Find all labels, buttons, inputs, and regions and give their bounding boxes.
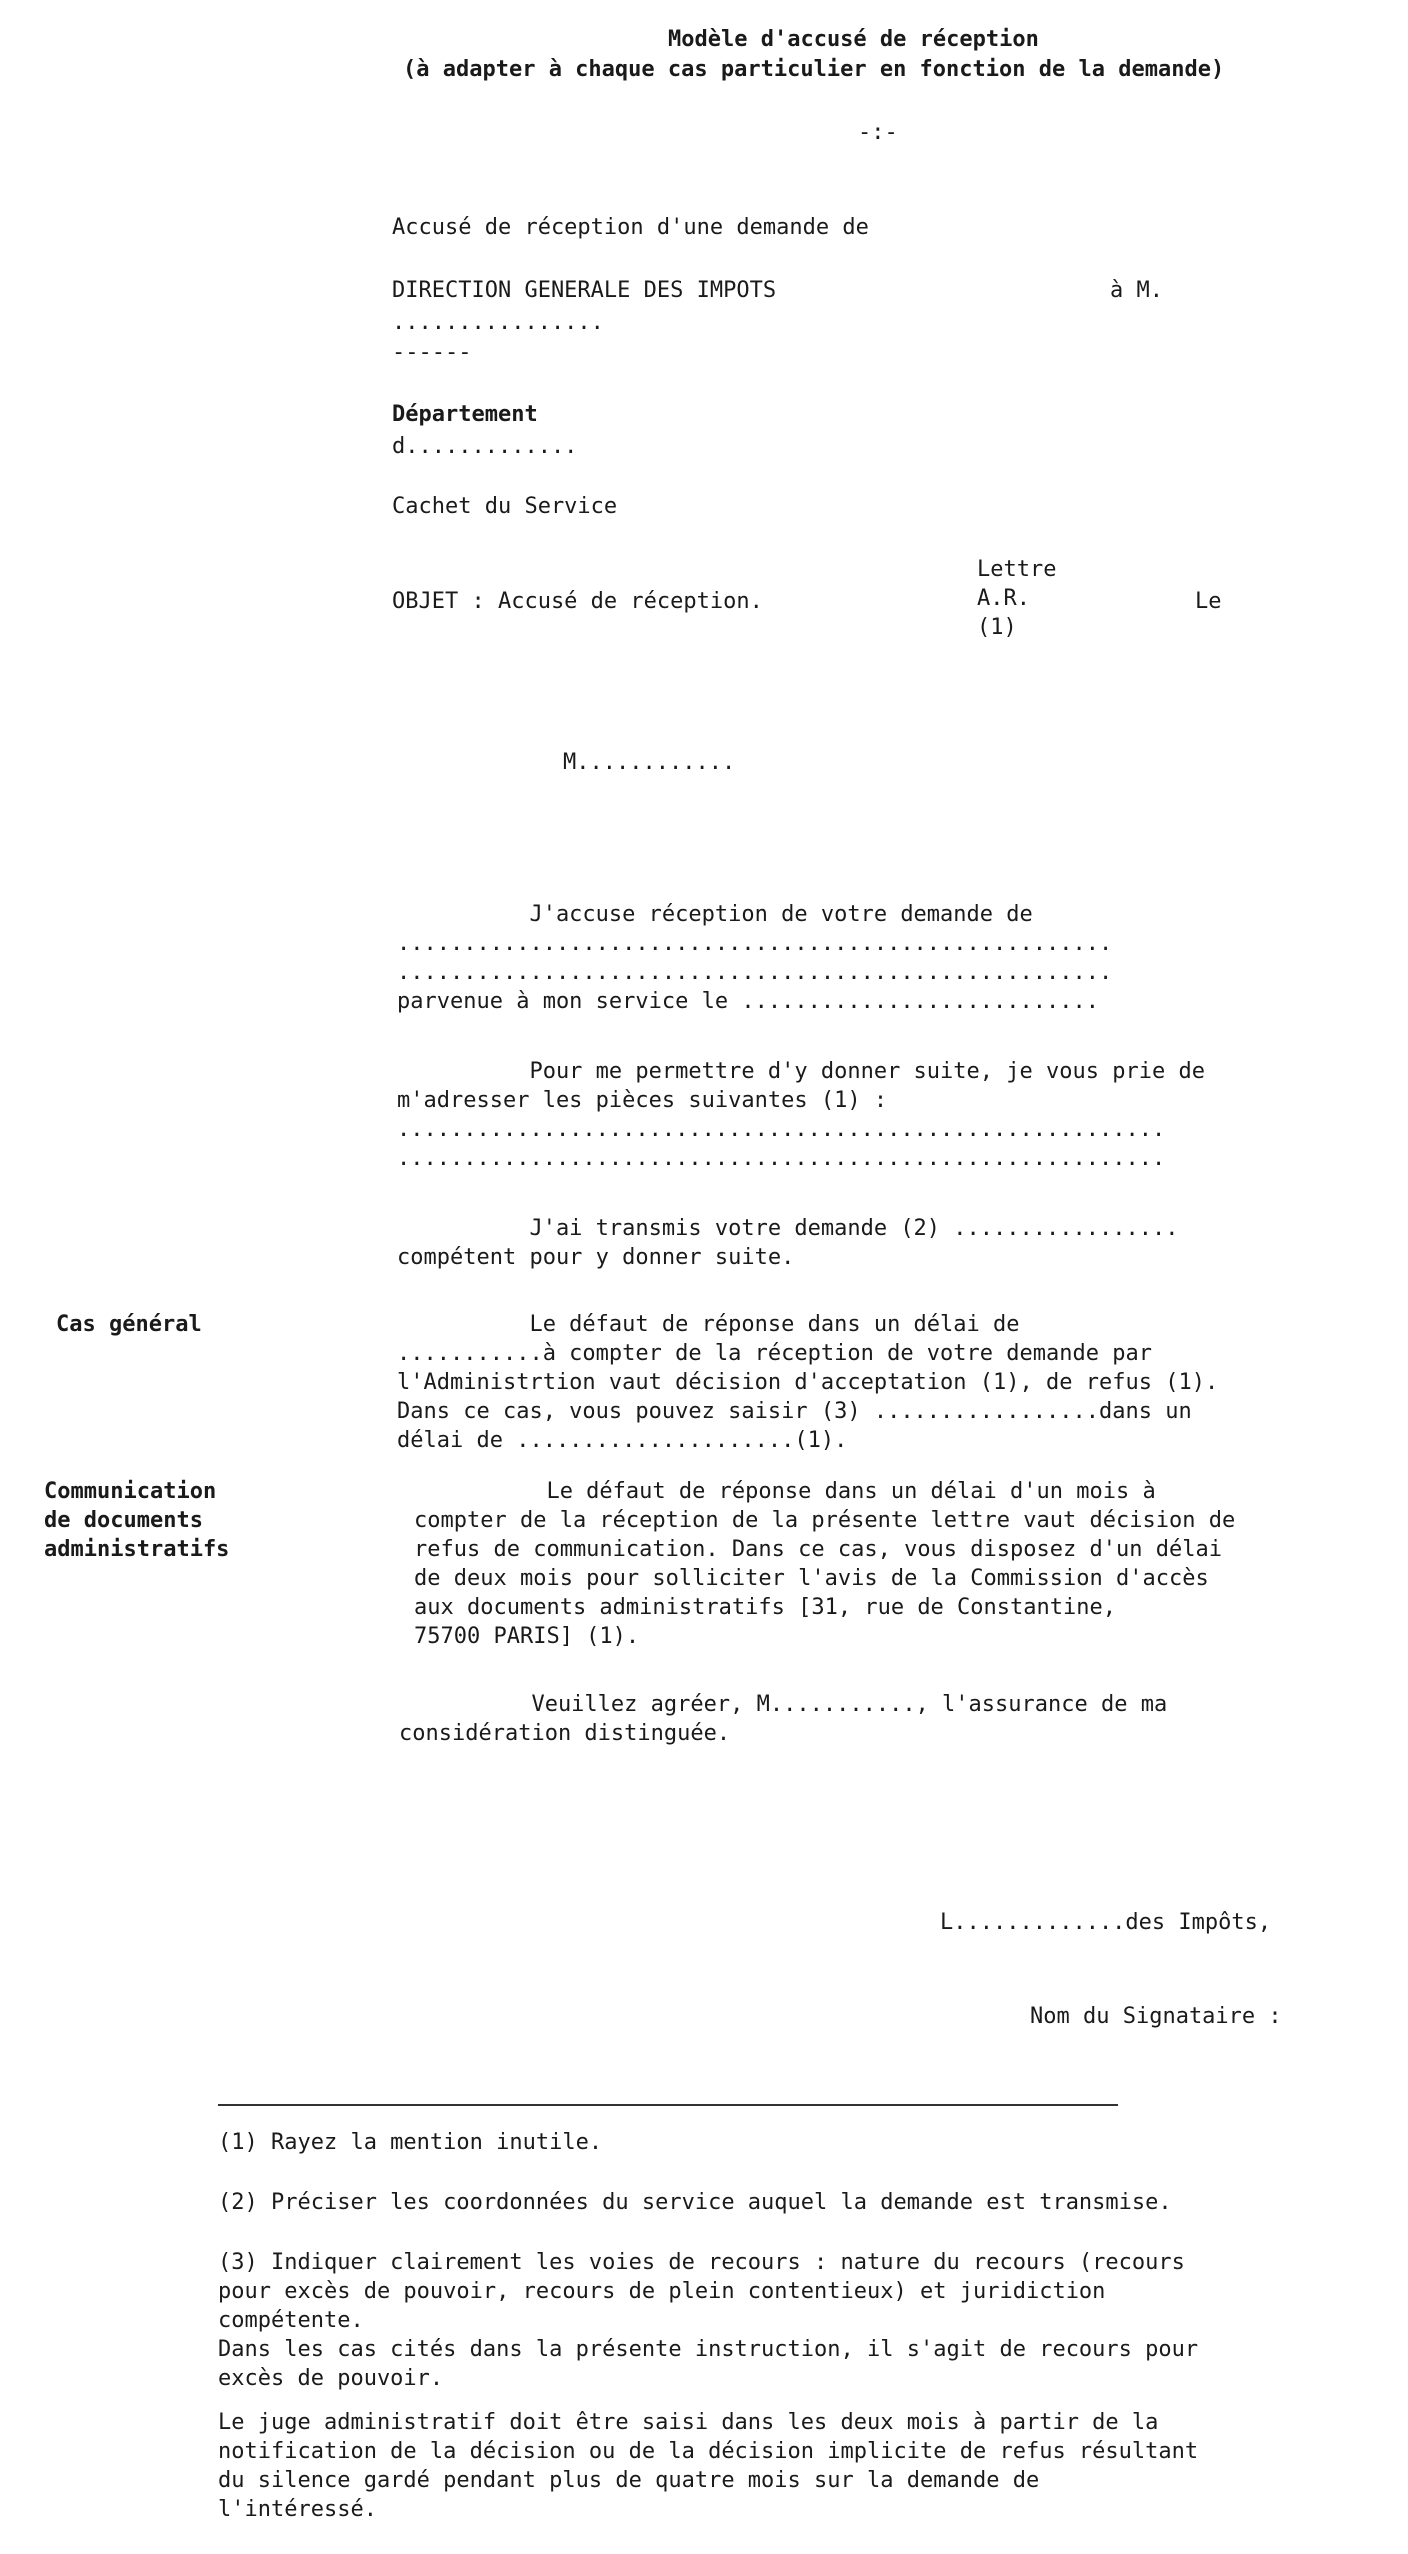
margin-label-line: Communication [44,1479,217,1504]
communication-case-paragraph [414,1477,1235,1651]
general-case-paragraph [397,1310,1218,1455]
paragraph-line: parvenue à mon service le ........................... [397,989,1099,1014]
document-title: Modèle d'accusé de réception [668,27,1039,52]
direction-name: DIRECTION GENERALE DES IMPOTS [392,278,777,303]
footnote-line: pour excès de pouvoir, recours de plein contentieux) et juridiction [218,2279,1106,2304]
signature-office: L.............des Impôts, [940,1910,1272,1935]
paragraph-line: Le défaut de réponse dans un délai d'un mois à [414,1479,1156,1504]
paragraph-line: de deux mois pour solliciter l'avis de la Commission d'accès [414,1566,1209,1591]
paragraph-line: l'Administrtion vaut décision d'acceptation (1), de refus (1). [397,1370,1219,1395]
footnote-2: (2) Préciser les coordonnées du service auquel la demande est transmise. [218,2190,1172,2215]
salutation: M............ [563,750,736,775]
letter-type [977,555,1056,642]
paragraph-line: délai de .....................(1). [397,1428,848,1453]
paragraph-line: .......................................................... [397,1146,1166,1171]
title-separator: -:- [858,120,898,145]
paragraph-line: J'ai transmis votre demande (2) ................. [397,1216,1179,1241]
document-subtitle: (à adapter à chaque cas particulier en fonction de la demande) [403,57,1225,82]
margin-label-line: de documents [44,1508,203,1533]
letter-type-line: (1) [977,615,1017,640]
transfer-paragraph [397,1214,1178,1272]
closing-paragraph [399,1690,1167,1748]
paragraph-line: considération distinguée. [399,1721,731,1746]
date-label: Le [1195,589,1222,614]
margin-label-line: administratifs [44,1537,230,1562]
paragraph-line: Dans ce cas, vous pouvez saisir (3) .................dans un [397,1399,1192,1424]
paragraph-line: ...................................................... [397,960,1113,985]
paragraph-line: J'accuse réception de votre demande de [397,902,1033,927]
footnote-line: notification de la décision ou de la décision implicite de refus résultant [218,2439,1199,2464]
letter-type-line: Lettre [977,557,1057,582]
paragraph-line: refus de communication. Dans ce cas, vous disposez d'un délai [414,1537,1222,1562]
paragraph-line: m'adresser les pièces suivantes (1) : [397,1088,888,1113]
documents-paragraph [397,1057,1205,1173]
footnote-line: excès de pouvoir. [218,2366,444,2391]
footnote-line: compétente. [218,2308,364,2333]
footnote-1: (1) Rayez la mention inutile. [218,2130,603,2155]
footnote-line: l'intéressé. [218,2497,377,2522]
paragraph-line: 75700 PARIS] (1). [414,1624,640,1649]
letter-type-line: A.R. [977,586,1030,611]
direction-dashes: ------ [392,340,472,365]
paragraph-line: .......................................................... [397,1117,1166,1142]
department-value: d............. [392,434,578,459]
receipt-intro: Accusé de réception d'une demande de [392,215,869,240]
signature-name-label: Nom du Signataire : [1030,2004,1282,2029]
service-stamp: Cachet du Service [392,494,618,519]
footnote-3 [218,2248,1198,2393]
paragraph-line: aux documents administratifs [31, rue de Constantine, [414,1595,1116,1620]
footnote-line: Dans les cas cités dans la présente instruction, il s'agit de recours pour [218,2337,1199,2362]
paragraph-line: Veuillez agréer, M..........., l'assurance de ma [399,1692,1168,1717]
footnote-divider [218,2104,1118,2106]
paragraph-line: compétent pour y donner suite. [397,1245,795,1270]
footnote-line: Le juge administratif doit être saisi dans les deux mois à partir de la [218,2410,1159,2435]
general-case-label: Cas général [56,1312,202,1337]
paragraph-line: ...................................................... [397,931,1113,956]
footnote-line: (3) Indiquer clairement les voies de recours : nature du recours (recours [218,2250,1185,2275]
communication-case-label [44,1477,229,1564]
department-label: Département [392,402,538,427]
receipt-paragraph [397,900,1112,1016]
recipient-label: à M. [1110,278,1163,303]
footnote-line: du silence gardé pendant plus de quatre mois sur la demande de [218,2468,1040,2493]
paragraph-line: ...........à compter de la réception de votre demande par [397,1341,1152,1366]
paragraph-line: Pour me permettre d'y donner suite, je vous prie de [397,1059,1205,1084]
paragraph-line: compter de la réception de la présente lettre vaut décision de [414,1508,1236,1533]
direction-dots: ................ [392,310,604,335]
paragraph-line: Le défaut de réponse dans un délai de [397,1312,1020,1337]
footnote-4 [218,2408,1198,2524]
object-label: OBJET : Accusé de réception. [392,589,763,614]
